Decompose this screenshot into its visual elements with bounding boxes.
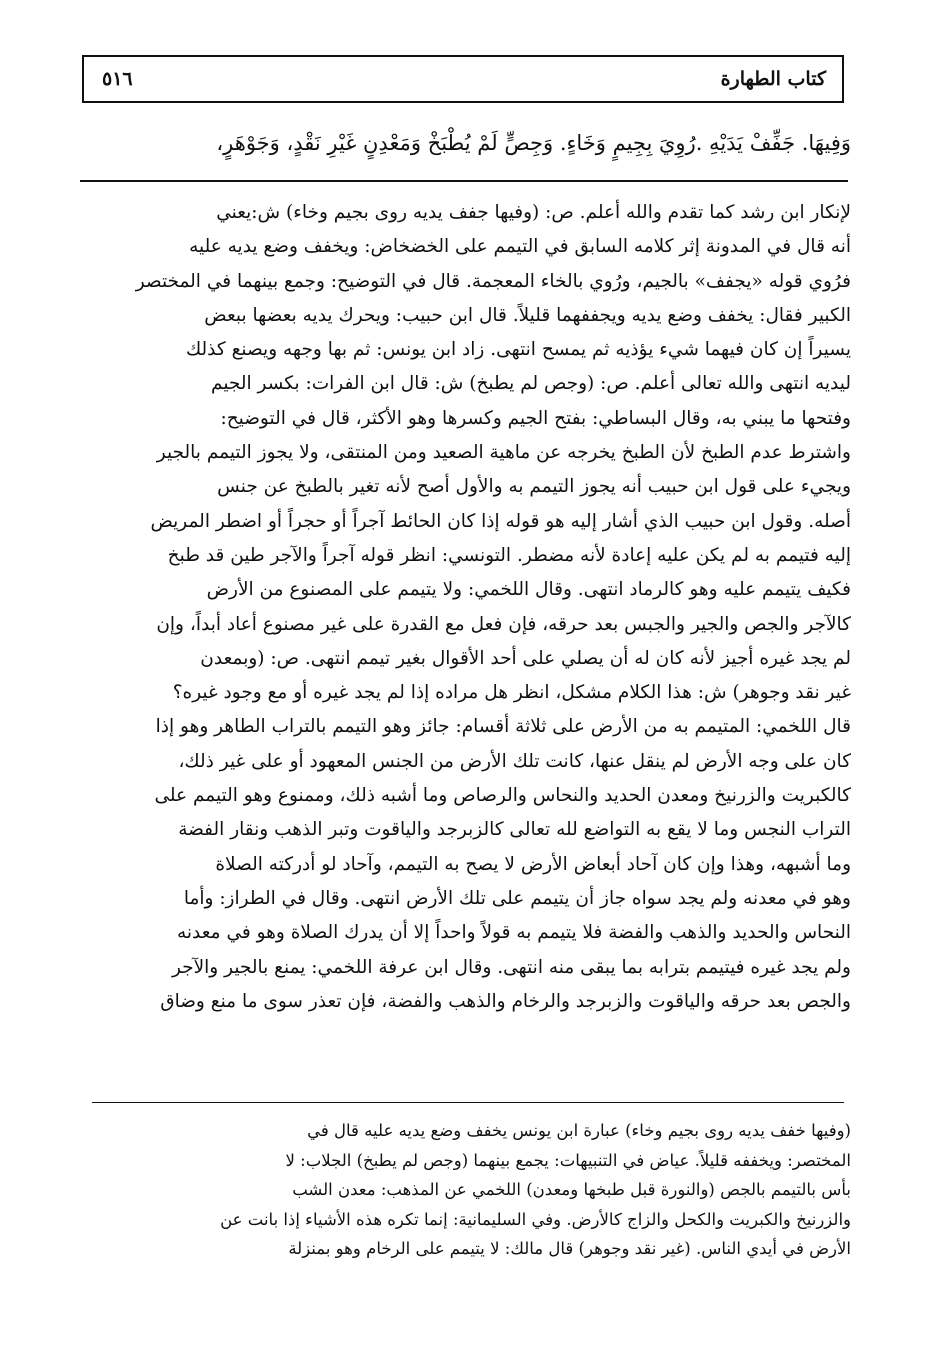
footnote-line: (وفيها خفف يديه روى بجيم وخاء) عبارة ابن يونس يخفف وضع يديه عليه قال في <box>307 1121 851 1140</box>
page-header <box>82 55 844 103</box>
commentary-line: أنه قال في المدونة إثر كلامه السابق في التيمم على الخضخاض: ويخفف وضع يديه عليه <box>189 236 851 258</box>
commentary-line: ولم يجد غيره فيتيمم بترابه بما يبقى منه انتهى. وقال ابن عرفة اللخمي: يمنع بالجير والآجر <box>171 956 851 978</box>
commentary-line: يسيراً إن كان فيهما شيء يؤذيه ثم يمسح انتهى. زاد ابن يونس: ثم بها وجهه ويصنع كذلك <box>185 339 851 361</box>
commentary-line: أصله. وقول ابن حبيب الذي أشار إليه هو قوله إذا كان الحائط آجراً أو حجراً أو اضطر المريض <box>150 510 851 532</box>
page-number: ٥١٦ <box>102 68 133 90</box>
commentary-body <box>87 196 851 1019</box>
footnote-line: المختصر: ويخففه قليلاً. عياض في التنبيهات: يجمع بينهما (وجص لم يطبخ) الجلاب: لا <box>285 1150 851 1170</box>
commentary-line: لإنكار ابن رشد كما تقدم والله أعلم. ص: (وفيها جفف يديه روى بجيم وخاء) ش:يعني <box>216 202 851 223</box>
footnote-line: بأس بالتيمم بالجص (والنورة قبل طبخها ومعدن) اللخمي عن المذهب: معدن الشب <box>292 1180 851 1199</box>
commentary-line: ويجيء على قول ابن حبيب أنه يجوز التيمم به والأول أصح لأنه تغير بالطبخ عن جنس <box>217 476 851 498</box>
commentary-line: كالكبريت والزرنيخ ومعدن الحديد والنحاس والرصاص وما أشبه ذلك، وممنوع وهو التيمم على <box>154 785 851 807</box>
commentary-line: التراب النجس وما لا يقع به التواضع لله تعالى كالزبرجد والياقوت وتبر الذهب ونقار الفضة <box>178 819 851 841</box>
footnote-line: والزرنيخ والكبريت والكحل والزاج كالأرض. وفي السليمانية: إنما تكره هذه الأشياء إذا بانت عن <box>220 1209 851 1229</box>
commentary-line: فكيف يتيمم عليه وهو كالرماد انتهى. وقال اللخمي: ولا يتيمم على المصنوع من الأرض <box>206 579 851 601</box>
footnote-divider <box>92 1102 844 1103</box>
matn-text: وَفِيهَا. جَفِّفْ يَدَيْهِ .رُوِيَ بِجِيمٍ وَخَاءٍ. وَجِصٍّ لَمْ يُطْبَخْ وَمَعْدِنٍ غَيْرِ نَقْدٍ، وَجَوْهَرٍ، <box>216 131 851 155</box>
commentary-line: والجص بعد حرقه والياقوت والزبرجد والرخام والذهب والفضة، فإن تعذر سوى ما منع وضاق <box>160 990 851 1012</box>
commentary-line: وما أشبهه، وهذا وإن كان آحاد أبعاض الأرض لا يصح به التيمم، وآحاد لو أدركته الصلاة <box>215 853 851 875</box>
commentary-line: وهو في معدنه ولم يجد سواه جاز أن يتيمم على تلك الأرض انتهى. وقال في الطراز: وأما <box>183 887 851 909</box>
commentary-line: إليه فتيمم به لم يكن عليه إعادة لأنه مضطر. التونسي: انظر قوله آجراً والآجر طين قد طبخ <box>167 544 851 566</box>
commentary-line: لم يجد غيره أجيز لأنه كان له أن يصلي على أحد الأقوال بغير تيمم انتهى. ص: (وبمعدن <box>200 647 851 669</box>
commentary-line: الكبير فقال: يخفف وضع يديه ويجففهما قليلاً. قال ابن حبيب: ويحرك يديه بعضها ببعض <box>204 304 851 326</box>
commentary-line: كالآجر والجص والجير والجبس بعد حرقه، فإن فعل مع القدرة على غير مصنوع أعاد أبداً، وإن <box>156 613 851 635</box>
commentary-line: وفتحها ما يبني به، وقال البساطي: بفتح الجيم وكسرها وهو الأكثر، قال في التوضيح: <box>220 407 851 429</box>
commentary-line: واشترط عدم الطبخ لأن الطبخ يخرجه عن ماهية الصعيد ومن المنتقى، ولا يجوز التيمم بالجير <box>156 442 851 464</box>
book-title: كتاب الطهارة <box>720 68 826 90</box>
commentary-line: غير نقد وجوهر) ش: هذا الكلام مشكل، انظر هل مراده إذا لم يجد غيره أو مع وجود غيره؟ <box>172 682 851 704</box>
footnotes <box>89 1116 851 1264</box>
footnote-line: الأرض في أيدي الناس. (غير نقد وجوهر) قال مالك: لا يتيمم على الرخام وهو بمنزلة <box>288 1239 851 1258</box>
commentary-line: فرُوي قوله «يجفف» بالجيم، ورُوي بالخاء المعجمة. قال في التوضيح: وجمع بينهما في المختصر <box>135 270 851 292</box>
commentary-line: قال اللخمي: المتيمم به من الأرض على ثلاثة أقسام: جائز وهو التيمم بالتراب الطاهر وهو إذا <box>155 716 851 738</box>
commentary-line: كان على وجه الأرض لم ينقل عنها، كانت تلك الأرض من الجنس المعهود أو على غير ذلك، <box>178 750 851 772</box>
commentary-line: النحاس والحديد والذهب والفضة فلا يتيمم به قولاً واحداً إلا أن يدرك الصلاة وهو في معدنه <box>176 922 851 944</box>
commentary-line: ليديه انتهى والله تعالى أعلم. ص: (وجص لم يطبخ) ش: قال ابن الفرات: بكسر الجيم <box>211 373 851 395</box>
matn-divider <box>80 180 848 182</box>
